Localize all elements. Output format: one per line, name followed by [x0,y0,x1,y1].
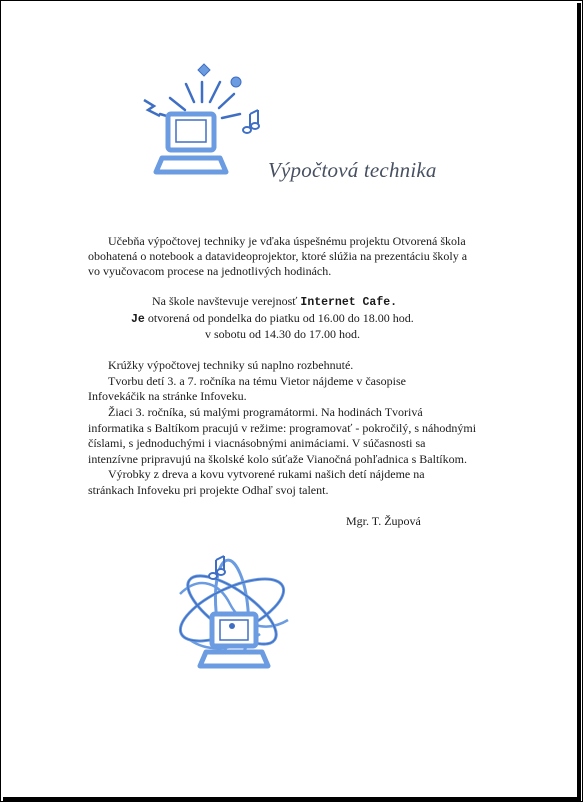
cafe-line2-prefix: Je [131,313,145,326]
computer-broadcast-icon [140,62,265,180]
cafe-line2 [131,311,414,328]
cafe-line3: v sobotu od 14.30 do 17.00 hod. [205,327,361,341]
para3-line3: Infovekáčik na stránke Infoveku. [88,389,247,403]
para1-line1: Učebňa výpočtovej techniky je vďaka úspešnému projektu Otvorená škola [108,234,466,248]
para1-line2: obohatená o notebook a datavideoprojektor, ktoré slúžia na prezentáciu školy a [88,249,468,263]
para3-line7: intenzívne pripravujú na školské kolo súťaže Vianočná pohľadnica s Baltíkom. [88,452,467,466]
page-frame-shadow-bottom [3,797,581,801]
para3-line1: Krúžky výpočtovej techniky sú naplno rozbehnuté. [108,358,354,372]
internet-cafe-label: Internet Cafe. [300,296,398,309]
para3-line9: stránkach Infoveku pri projekte Odhaľ svoj talent. [88,483,329,497]
cafe-line1 [152,294,397,311]
cafe-line1-text: Na škole navštevuje verejnosť [152,294,301,308]
cafe-line2-text: otvorená od pondelka do piatku od 16.00 do 18.00 hod. [144,311,414,325]
page-title: Výpočtová technika [268,158,437,182]
para3-line8: Výrobky z dreva a kovu vytvorené rukami našich detí nájdeme na [108,467,425,481]
para3-line5: informatika s Baltíkom pracujú v režime: programovať - pokročilý, s náhodnými [88,421,477,435]
para3-line6: číslami, s jednoduchými i viacnásobnými animáciami. V súčasnosti sa [88,436,426,450]
para1-line3: vo vyučovacom procese na jednotlivých hodinách. [88,264,332,278]
para3-line2: Tvorbu detí 3. a 7. ročníka na tému Vietor nájdeme v časopise [108,374,406,388]
para3-line4: Žiaci 3. ročníka, sú malými programátormi. Na hodinách Tvorivá [108,405,423,419]
signature: Mgr. T. Župová [346,514,421,528]
computer-orbit-icon [170,554,298,672]
page-frame-shadow-right [577,3,581,799]
